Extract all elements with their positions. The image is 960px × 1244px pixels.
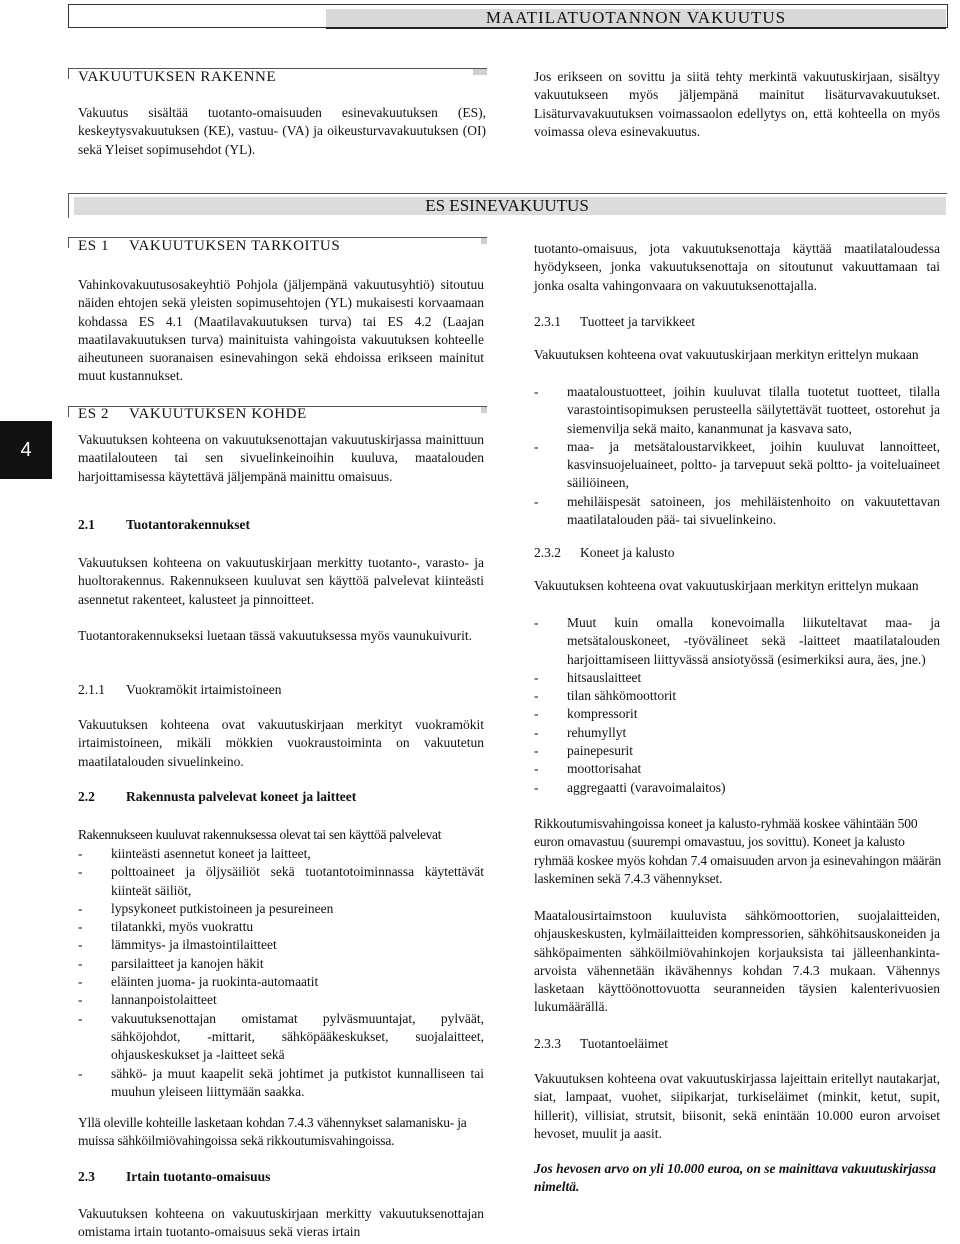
list-item: - Muut kuin omalla konevoimalla liikuteltavat maa- ja metsätalouskoneet, -työvälineet sekä -laitteet maatilatalouden harjoittamiseen liittyvässä ansiotyössä (esimerkiksi aura, äes, jne.) <box>534 614 940 669</box>
s232-number: 2.3.2 <box>534 545 561 560</box>
page-number: 4 <box>0 421 52 479</box>
s232-text-2: Maatalousirtaimstoon kuuluvista sähkömoottorien, suojalaitteiden, ohjauskeskusten, kylmäilaitteiden kompressorien, sähköhitsauskoneiden ja sähköpaimenten sähköilmiövahinkojen korjauksista tai jälleenhankinta-arvoista vähennetään ikävähennys kohdan 7.4.3 mukaan. Vähennys lasketaan käyttöönottovuotta seuranneiden täysien kalenterivuosien lukumäärällä. <box>534 908 940 1015</box>
s22-list <box>78 845 484 1101</box>
list-item: - lypsykoneet putkistoineen ja pesureineen <box>78 900 484 918</box>
list-item: - painepesurit <box>534 742 940 760</box>
list-item: - vakuutuksenottajan omistamat pylväsmuuntajat, pylväät, sähköjohdot, -mittarit, sähköpääkeskukset, suojalaitteet, ohjauskeskukset ja -laitteet sekä <box>78 1010 484 1065</box>
es2-text: Vakuutuksen kohteena on vakuutuksenottajan vakuutuskirjassa mainittuun maatilalouteen tai sen sivuelinkeinoihin kuuluva, maatalouden harjoittamisessa käytettävä jäljempänä mainittu omaisuus. <box>78 432 484 484</box>
list-item: - polttoaineet ja öljysäiliöt sekä tuotantotoiminnassa käytettävät kiinteät säiliöt, <box>78 863 484 900</box>
list-item: - kompressorit <box>534 705 940 723</box>
list-item: - hitsauslaitteet <box>534 669 940 687</box>
s231-intro: Vakuutuksen kohteena ovat vakuutuskirjaan merkityn erittelyn mukaan <box>534 347 919 362</box>
list-item: - rehumyllyt <box>534 724 940 742</box>
s23-number: 2.3 <box>78 1169 95 1184</box>
rakenne-heading: VAKUUTUKSEN RAKENNE <box>78 69 277 85</box>
list-item: - tilan sähkömoottorit <box>534 687 940 705</box>
s232-intro: Vakuutuksen kohteena ovat vakuutuskirjaan merkityn erittelyn mukaan <box>534 578 919 593</box>
es2-title: VAKUUTUKSEN KOHDE <box>129 406 307 422</box>
s22-title: Rakennusta palvelevat koneet ja laitteet <box>126 789 357 804</box>
s232-list <box>534 614 940 797</box>
s231-title: Tuotteet ja tarvikkeet <box>580 314 695 329</box>
s211-number: 2.1.1 <box>78 682 105 697</box>
s211-text: Vakuutuksen kohteena ovat vakuutuskirjaan merkityt vuokramökit irtaimistoineen, mikäli mökkien vuokraustoiminta on vakuutetun maatilatalouden sivuelinkeino. <box>78 717 484 769</box>
list-item: - aggregaatti (varavoimalaitos) <box>534 779 940 797</box>
s233-number: 2.3.3 <box>534 1036 561 1051</box>
intro-right-text: Jos erikseen on sovittu ja siitä tehty merkintä vakuutuskirjaan, sisältyy vakuutukseen myös jäljempänä mainitut lisäturvavakuutukset. Lisäturvavakuutuksen voimassaolon edellytys on, että kohteella on myös voimassa oleva esinevakuutus. <box>534 69 940 139</box>
es1-title: VAKUUTUKSEN TARKOITUS <box>129 238 341 254</box>
s233-note: Jos hevosen arvo on yli 10.000 euroa, on se mainittava vakuutuskirjassa nimeltä. <box>534 1161 937 1195</box>
s23-title: Irtain tuotanto-omaisuus <box>126 1169 271 1184</box>
s21-title: Tuotantorakennukset <box>126 517 251 532</box>
s23-text: Vakuutuksen kohteena on vakuutuskirjaan merkitty vakuutuksenottajan omistama irtain tuotanto-omaisuus sekä vieras irtain <box>78 1206 484 1240</box>
es1-text: Vahinkovakuutusosakeyhtiö Pohjola (jäljempänä vakuutusyhtiö) sitoutuu näiden ehtojen sekä yleisten sopimusehtojen (YL) mukaisesti korvaamaan kohdassa ES 4.1 (Maatilavakuutuksen turva) tai ES 4.2 (Laajan maatilavakuutuksen turva) mainituista vahingoista vakuutuksen kohteelle aiheutuneen suoranaisen esinevahingon sekä ehdoissa erikseen mainitut muut kustannukset. <box>78 277 484 384</box>
s21-text-2: Tuotantorakennukseksi luetaan tässä vakuutuksessa myös vaunukuivurit. <box>78 628 472 643</box>
es-banner-title: ES ESINEVAKUUTUS <box>425 196 589 215</box>
s22-number: 2.2 <box>78 789 95 804</box>
list-item: - maataloustuotteet, joihin kuuluvat tilalla tuotetut tuotteet, tilalla varastointisopimuksen perusteella säilytettävät tuotteet, ostorehut ja siemenvilja sekä maito, kananmunat ja kasvava sato, <box>534 383 940 438</box>
es-banner <box>68 193 946 217</box>
s21-text-1: Vakuutuksen kohteena on vakuutuskirjaan merkitty tuotanto-, varasto- ja huoltorakennus. Rakennukseen kuuluvat sen käyttöä palvelevat kiinteästi asennetut rakenteet, kalusteet ja pinnoitteet. <box>78 555 484 607</box>
list-item: - sähkö- ja muut kaapelit sekä johtimet ja putkistot kunnalliseen tai muuhun yleiseen liittymään saakka. <box>78 1065 484 1102</box>
es2-code: ES 2 <box>78 406 110 422</box>
s231-list <box>534 383 940 529</box>
s233-title: Tuotantoeläimet <box>580 1036 668 1051</box>
list-item: - lämmitys- ja ilmastointilaitteet <box>78 936 484 954</box>
s22-intro: Rakennukseen kuuluvat rakennuksessa olevat tai sen käyttöä palvelevat <box>78 827 442 842</box>
list-item: - eläinten juoma- ja ruokinta-automaatit <box>78 973 484 991</box>
es1-code: ES 1 <box>78 238 110 254</box>
rakenne-text: Vakuutus sisältää tuotanto-omaisuuden esinevakuutuksen (ES), keskeytysvakuutuksen (KE), vastuu- (VA) ja oikeusturvavakuutuksen (OI) sekä Yleiset sopimusehdot (YL). <box>78 105 486 157</box>
list-item: - lannanpoistolaitteet <box>78 991 484 1009</box>
list-item: - moottorisahat <box>534 760 940 778</box>
right-continuation: tuotanto-omaisuus, jota vakuutuksenottaja käyttää maatilataloudessa hyödykseen, jonka vakuutuksenottaja on sitoutunut vakuuttamaan tai jonka osalta vahingonvaara on vakuutuksenottajalla. <box>534 241 940 293</box>
s232-text-1: Rikkoutumisvahingoissa koneet ja kalusto-ryhmää koskee vähintään 500 euron omavastuu (suurempi omavastuu, jos sovittu). Koneet ja kalusto ryhmää koskee myös kohdan 7.4 omaisuuden arvon ja esinevahingon määrän laskeminen sekä 7.4.3 vähennykset. <box>534 816 942 886</box>
s21-number: 2.1 <box>78 517 95 532</box>
list-item: - tilatankki, myös vuokrattu <box>78 918 484 936</box>
s211-title: Vuokramökit irtaimistoineen <box>126 682 282 697</box>
list-item: - mehiläispesät satoineen, jos mehiläistenhoito on vakuutettavan maatilatalouden pää- tai sivuelinkeino. <box>534 493 940 530</box>
s232-title: Koneet ja kalusto <box>580 545 675 560</box>
list-item: - kiinteästi asennetut koneet ja laitteet, <box>78 845 484 863</box>
s231-number: 2.3.1 <box>534 314 561 329</box>
page-title: MAATILATUOTANNON VAKUUTUS <box>326 9 946 29</box>
list-item: - parsilaitteet ja kanojen häkit <box>78 955 484 973</box>
s22-outro: Yllä oleville kohteille lasketaan kohdan 7.4.3 vähennykset salamanisku- ja muissa sähköilmiövahingoissa sekä rikkoutumisvahingoissa. <box>78 1115 467 1149</box>
s233-text: Vakuutuksen kohteena ovat vakuutuskirjassa lajeittain eritellyt nautakarjat, siat, lampaat, vuohet, siipikarjat, turkiseläimet (minkit, ketut, supit, hillerit), villisiat, strutsit, biisonit, sekä enintään 10.000 euron arvoiset hevoset, muulit ja aasit. <box>534 1071 940 1141</box>
list-item: - maa- ja metsätaloustarvikkeet, joihin kuuluvat lannoitteet, kasvinsuojeluaineet, poltto- ja tarvepuut sekä poltto- ja voiteluaineet säiliöineen, <box>534 438 940 493</box>
